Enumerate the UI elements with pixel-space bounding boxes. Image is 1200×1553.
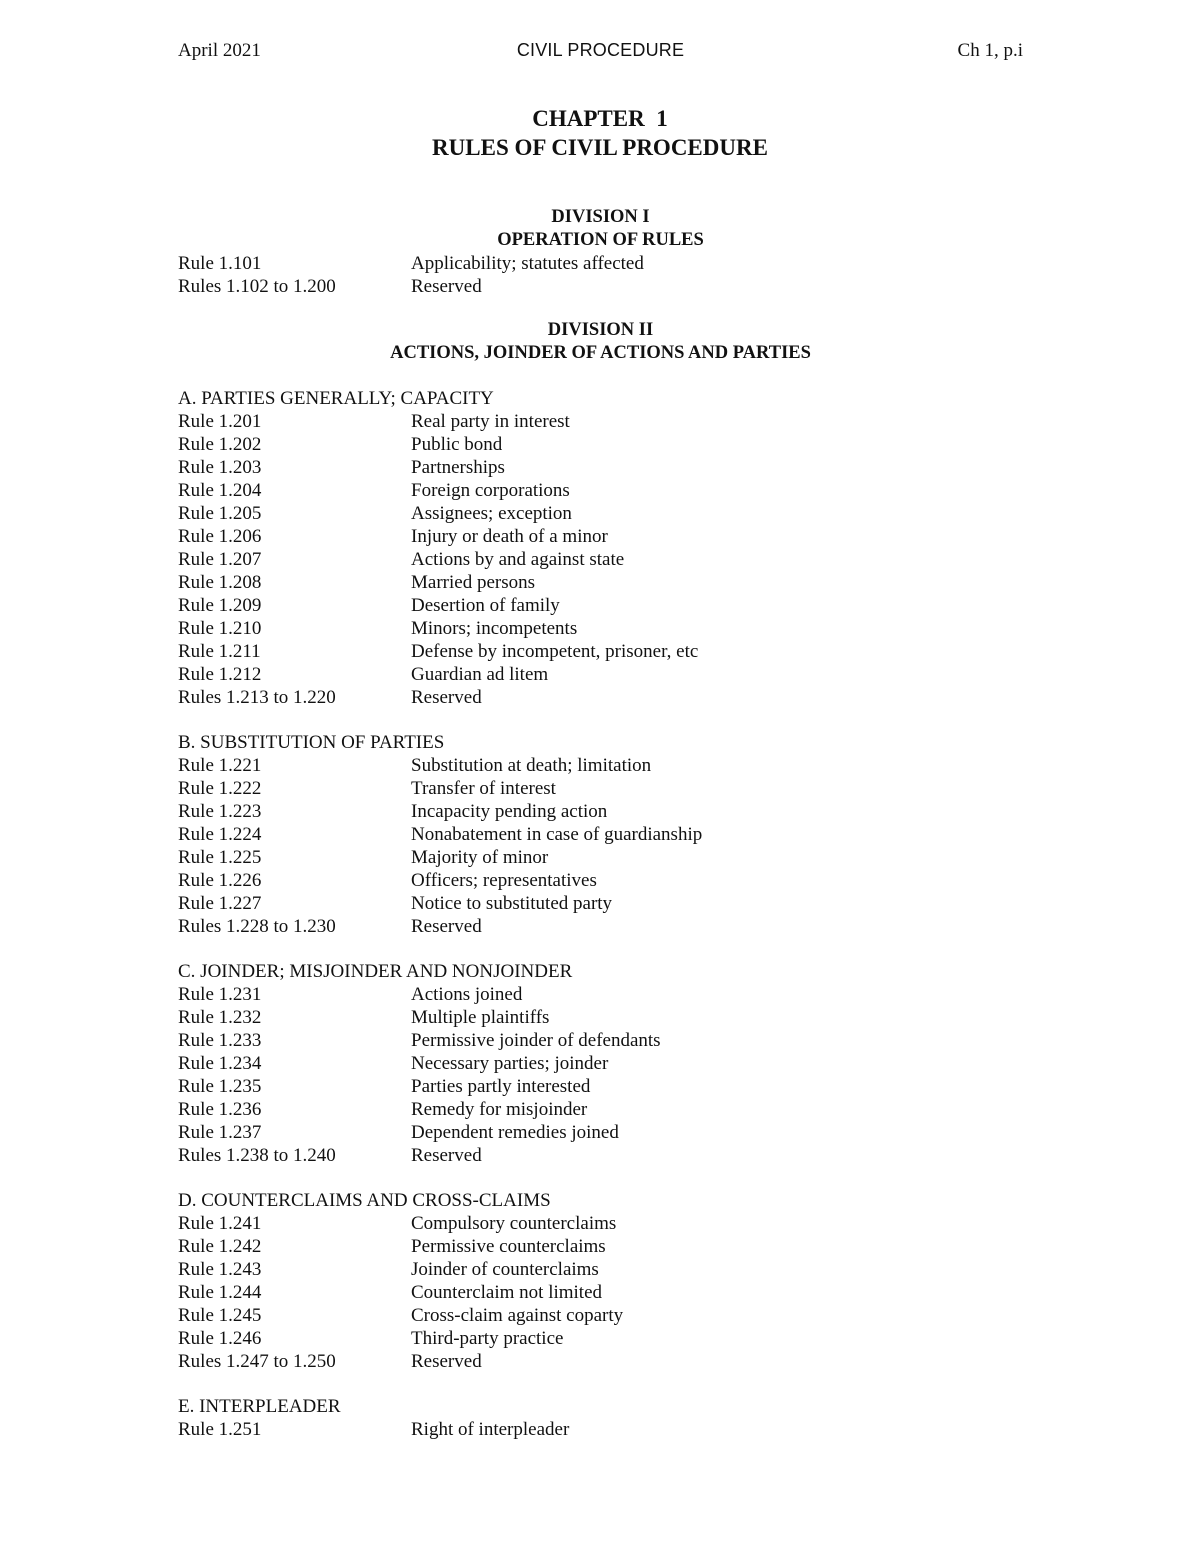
- page-header: [178, 40, 1023, 64]
- rule-title: Third-party practice: [411, 1328, 564, 1349]
- toc-row: [178, 617, 1023, 640]
- rule-title: Reserved: [411, 687, 482, 708]
- rule-number: Rules 1.213 to 1.220: [178, 687, 336, 708]
- header-title: CIVIL PROCEDURE: [516, 40, 685, 60]
- toc-row: [178, 1418, 1023, 1441]
- toc-row: [178, 252, 1023, 275]
- division-2-sections: [178, 365, 1023, 1441]
- rule-title: Counterclaim not limited: [411, 1282, 603, 1303]
- rule-title: Majority of minor: [411, 847, 549, 868]
- toc-row: [178, 1006, 1023, 1029]
- rule-number: Rule 1.241: [178, 1213, 262, 1234]
- toc-row: [178, 1075, 1023, 1098]
- rule-title: Notice to substituted party: [411, 893, 613, 914]
- rule-number: Rule 1.204: [178, 480, 262, 501]
- division-1-heading: [178, 206, 1023, 252]
- rule-title: Necessary parties; joinder: [411, 1053, 609, 1074]
- toc-row: [178, 275, 1023, 298]
- rule-number: Rule 1.242: [178, 1236, 262, 1257]
- rule-title: Right of interpleader: [411, 1419, 570, 1440]
- spacer: [178, 938, 1023, 960]
- chapter-title: [0, 104, 1200, 162]
- rule-title: Desertion of family: [411, 595, 560, 616]
- toc-section: [178, 731, 1023, 938]
- rule-number: Rules 1.228 to 1.230: [178, 916, 336, 937]
- division-2-subtitle: ACTIONS, JOINDER OF ACTIONS AND PARTIES: [390, 343, 811, 363]
- rule-number: Rule 1.243: [178, 1259, 262, 1280]
- toc-section: [178, 1395, 1023, 1441]
- header-page-number: Ch 1, p.i: [957, 40, 1023, 61]
- toc-row: [178, 1235, 1023, 1258]
- toc-row: [178, 869, 1023, 892]
- toc-row: [178, 1327, 1023, 1350]
- section-heading: E. INTERPLEADER: [178, 1396, 341, 1417]
- toc-row: [178, 686, 1023, 709]
- rule-title: Defense by incompetent, prisoner, etc: [411, 641, 699, 662]
- toc-row: [178, 915, 1023, 938]
- toc-row: [178, 640, 1023, 663]
- spacer: [178, 365, 1023, 387]
- rule-title: Reserved: [411, 916, 482, 937]
- rule-title: Reserved: [411, 276, 482, 297]
- toc-row: [178, 1212, 1023, 1235]
- toc-row: [178, 1029, 1023, 1052]
- rule-number: Rule 1.202: [178, 434, 262, 455]
- rule-number: Rule 1.251: [178, 1419, 262, 1440]
- rule-title: Actions joined: [411, 984, 523, 1005]
- toc-row: [178, 1258, 1023, 1281]
- rule-number: Rule 1.210: [178, 618, 262, 639]
- chapter-name: RULES OF CIVIL PROCEDURE: [432, 135, 768, 160]
- toc-row: [178, 983, 1023, 1006]
- rule-number: Rule 1.206: [178, 526, 262, 547]
- table-of-contents: [178, 206, 1023, 1441]
- rule-title: Nonabatement in case of guardianship: [411, 824, 703, 845]
- rule-number: Rules 1.102 to 1.200: [178, 276, 336, 297]
- rule-title: Applicability; statutes affected: [411, 253, 644, 274]
- rule-number: Rule 1.245: [178, 1305, 262, 1326]
- division-1-subtitle: OPERATION OF RULES: [497, 230, 704, 250]
- rule-title: Reserved: [411, 1145, 482, 1166]
- rule-number: Rule 1.233: [178, 1030, 262, 1051]
- toc-row: [178, 1281, 1023, 1304]
- rule-title: Reserved: [411, 1351, 482, 1372]
- toc-row: [178, 410, 1023, 433]
- rule-number: Rule 1.101: [178, 253, 262, 274]
- rule-title: Multiple plaintiffs: [411, 1007, 550, 1028]
- rule-number: Rule 1.221: [178, 755, 262, 776]
- rule-number: Rule 1.236: [178, 1099, 262, 1120]
- section-heading: D. COUNTERCLAIMS AND CROSS-CLAIMS: [178, 1190, 551, 1211]
- spacer: [178, 1373, 1023, 1395]
- toc-row: [178, 1052, 1023, 1075]
- toc-row: [178, 892, 1023, 915]
- rule-number: Rule 1.205: [178, 503, 262, 524]
- rule-number: Rule 1.203: [178, 457, 262, 478]
- rule-title: Actions by and against state: [411, 549, 625, 570]
- toc-row: [178, 456, 1023, 479]
- rule-title: Parties partly interested: [411, 1076, 591, 1097]
- rule-title: Real party in interest: [411, 411, 570, 432]
- toc-row: [178, 479, 1023, 502]
- chapter-number: CHAPTER 1: [532, 106, 668, 131]
- rule-title: Guardian ad litem: [411, 664, 549, 685]
- rule-number: Rule 1.237: [178, 1122, 262, 1143]
- rule-title: Officers; representatives: [411, 870, 597, 891]
- toc-section: [178, 960, 1023, 1167]
- spacer: [178, 1167, 1023, 1189]
- rule-title: Foreign corporations: [411, 480, 570, 501]
- toc-row: [178, 823, 1023, 846]
- rule-title: Assignees; exception: [411, 503, 572, 524]
- rule-title: Joinder of counterclaims: [411, 1259, 599, 1280]
- toc-row: [178, 502, 1023, 525]
- rule-number: Rule 1.246: [178, 1328, 262, 1349]
- spacer: [178, 709, 1023, 731]
- rule-title: Permissive joinder of defendants: [411, 1030, 661, 1051]
- rule-number: Rule 1.235: [178, 1076, 262, 1097]
- toc-row: [178, 571, 1023, 594]
- rule-number: Rule 1.208: [178, 572, 262, 593]
- rule-title: Substitution at death; limitation: [411, 755, 652, 776]
- toc-row: [178, 433, 1023, 456]
- rule-number: Rule 1.201: [178, 411, 262, 432]
- toc-section: [178, 1189, 1023, 1373]
- toc-row: [178, 1098, 1023, 1121]
- header-date: April 2021: [178, 40, 261, 61]
- rule-number: Rule 1.225: [178, 847, 262, 868]
- rule-title: Incapacity pending action: [411, 801, 608, 822]
- rule-number: Rule 1.223: [178, 801, 262, 822]
- spacer: [178, 298, 1023, 319]
- rule-number: Rule 1.212: [178, 664, 262, 685]
- rule-number: Rule 1.234: [178, 1053, 262, 1074]
- rule-title: Dependent remedies joined: [411, 1122, 619, 1143]
- rule-title: Remedy for misjoinder: [411, 1099, 588, 1120]
- toc-row: [178, 525, 1023, 548]
- division-2-title: DIVISION II: [547, 320, 654, 340]
- rule-title: Permissive counterclaims: [411, 1236, 606, 1257]
- toc-row: [178, 1304, 1023, 1327]
- rule-number: Rules 1.247 to 1.250: [178, 1351, 336, 1372]
- division-2-heading: [178, 319, 1023, 365]
- section-heading: A. PARTIES GENERALLY; CAPACITY: [178, 388, 494, 409]
- rule-number: Rule 1.209: [178, 595, 262, 616]
- rule-title: Transfer of interest: [411, 778, 556, 799]
- rule-number: Rule 1.231: [178, 984, 262, 1005]
- rule-number: Rule 1.227: [178, 893, 262, 914]
- rule-title: Cross-claim against coparty: [411, 1305, 624, 1326]
- rule-number: Rule 1.226: [178, 870, 262, 891]
- rule-number: Rule 1.211: [178, 641, 261, 662]
- toc-row: [178, 777, 1023, 800]
- rule-number: Rule 1.244: [178, 1282, 262, 1303]
- rule-number: Rule 1.222: [178, 778, 262, 799]
- toc-row: [178, 1144, 1023, 1167]
- division-1-title: DIVISION I: [551, 207, 650, 227]
- toc-row: [178, 1350, 1023, 1373]
- toc-row: [178, 548, 1023, 571]
- toc-section: [178, 387, 1023, 709]
- rule-title: Minors; incompetents: [411, 618, 578, 639]
- toc-row: [178, 800, 1023, 823]
- rule-title: Married persons: [411, 572, 535, 593]
- rule-title: Public bond: [411, 434, 503, 455]
- division-1-list: [178, 252, 1023, 298]
- section-heading: C. JOINDER; MISJOINDER AND NONJOINDER: [178, 961, 573, 982]
- toc-row: [178, 1121, 1023, 1144]
- rule-title: Compulsory counterclaims: [411, 1213, 617, 1234]
- toc-row: [178, 594, 1023, 617]
- rule-number: Rule 1.207: [178, 549, 262, 570]
- rule-title: Injury or death of a minor: [411, 526, 608, 547]
- section-heading: B. SUBSTITUTION OF PARTIES: [178, 732, 445, 753]
- rule-number: Rules 1.238 to 1.240: [178, 1145, 336, 1166]
- rule-number: Rule 1.232: [178, 1007, 262, 1028]
- rule-title: Partnerships: [411, 457, 505, 478]
- toc-row: [178, 846, 1023, 869]
- toc-row: [178, 663, 1023, 686]
- rule-number: Rule 1.224: [178, 824, 262, 845]
- toc-row: [178, 754, 1023, 777]
